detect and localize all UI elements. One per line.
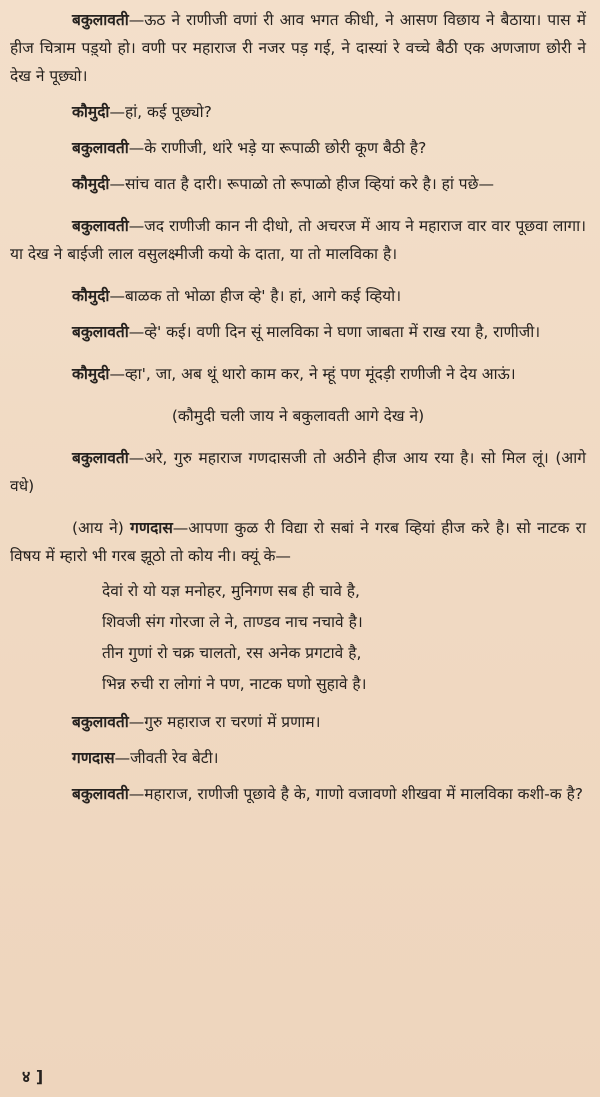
dialogue-line (10, 318, 586, 346)
speaker-name: गणदास (72, 749, 115, 767)
stage-direction: (कौमुदी चली जाय ने बकुलावती आगे देख ने) (171, 407, 425, 425)
dialogue-text: —बाळक तो भोळा हीज व्हे' है। हां, आगे कई व्हियो। (109, 287, 402, 305)
stage-prefix: (आय ने) (72, 519, 124, 537)
dialogue-text: —व्हा', जा, अब थूं थारो काम कर, ने म्हूं पण मूंदड़ी राणीजी ने देय आऊं। (109, 365, 516, 383)
dialogue-text: —जीवती रेव बेटी। (114, 749, 219, 767)
dialogue-text: —महाराज, राणीजी पूछावे है के, गाणो वजावणो शीखवा में मालविका कशी-क है? (128, 785, 584, 803)
verse-line: देवां रो यो यज्ञ मनोहर, मुनिगण सब ही चावे है, (102, 582, 360, 600)
speaker-name: बकुलावती (72, 449, 129, 467)
speaker-name: बकुलावती (72, 713, 129, 731)
dialogue-text: —जद राणीजी कान नी दीधो, तो अचरज में आय ने महाराज वार वार पूछवा लागा। या देख ने बाईजी लाल वसुलक्ष्मीजी कयो के दाता, या तो मालविका है। (10, 217, 586, 263)
speaker-name: बकुलावती (72, 139, 129, 157)
speaker-name: कौमुदी (72, 365, 110, 383)
speaker-name: बकुलावती (72, 785, 129, 803)
dialogue-text: —के राणीजी, थांरे भड़े या रूपाळी छोरी कूण बैठी है? (128, 139, 427, 157)
dialogue-line (10, 780, 586, 808)
speaker-name: कौमुदी (72, 175, 110, 193)
dialogue-text: —सांच वात है दारी। रूपाळो तो रूपाळो हीज व्हियां करे है। हां पछे— (109, 175, 494, 193)
dialogue-line (10, 744, 586, 772)
dialogue-line (10, 170, 586, 198)
dialogue-line (10, 98, 586, 126)
dialogue-line (10, 282, 586, 310)
dialogue-text: —आपणा कुळ री विद्या रो सबां ने गरब व्हियां हीज करे है। सो नाटक रा विषय में म्हारो भी गरब झूठो तो कोय नी। क्यूं के— (10, 519, 586, 565)
dialogue-text: —अरे, गुरु महाराज गणदासजी तो अठीने हीज आय रया है। सो मिल लूं। (आगे वधे) (10, 449, 586, 495)
speaker-name: गणदास (130, 519, 173, 537)
dialogue-line (10, 360, 586, 388)
dialogue-text: —हां, कई पूछ्यो? (109, 103, 212, 121)
speaker-name: बकुलावती (72, 11, 129, 29)
dialogue-line (10, 134, 586, 162)
dialogue-line (10, 708, 586, 736)
speaker-name: बकुलावती (72, 323, 129, 341)
ganadas-speech (10, 514, 586, 570)
verse-block (102, 576, 586, 700)
dialogue-line (10, 212, 586, 268)
speaker-name: कौमुदी (72, 287, 110, 305)
page-number: ४ ] (22, 1067, 44, 1086)
verse-line: भिन्न रुची रा लोगां ने पण, नाटक घणो सुहावे है। (102, 675, 367, 693)
dialogue-text: —गुरु महाराज रा चरणां में प्रणाम। (128, 713, 321, 731)
dialogue-line (10, 6, 586, 90)
dialogue-line (10, 444, 586, 500)
verse-line: तीन गुणां रो चक्र चालतो, रस अनेक प्रगटावे है, (102, 644, 362, 662)
speaker-name: कौमुदी (72, 103, 110, 121)
dialogue-text: —व्हे' कई। वणी दिन सूं मालविका ने घणा जाबता में राख रया है, राणीजी। (128, 323, 541, 341)
dialogue-text: —ऊठ ने राणीजी वणां री आव भगत कीधी, ने आसण विछाय ने बैठाया। पास में हीज चित्राम पड़्यो हो। वणी पर महाराज री नजर पड़ गई, ने दास्यां रे वच्चे बैठी एक अणजाण छोरी ने देख ने पूछ्यो। (10, 11, 586, 85)
verse-line: शिवजी संग गोरजा ले ने, ताण्डव नाच नचावे है। (102, 613, 363, 631)
speaker-name: बकुलावती (72, 217, 129, 235)
